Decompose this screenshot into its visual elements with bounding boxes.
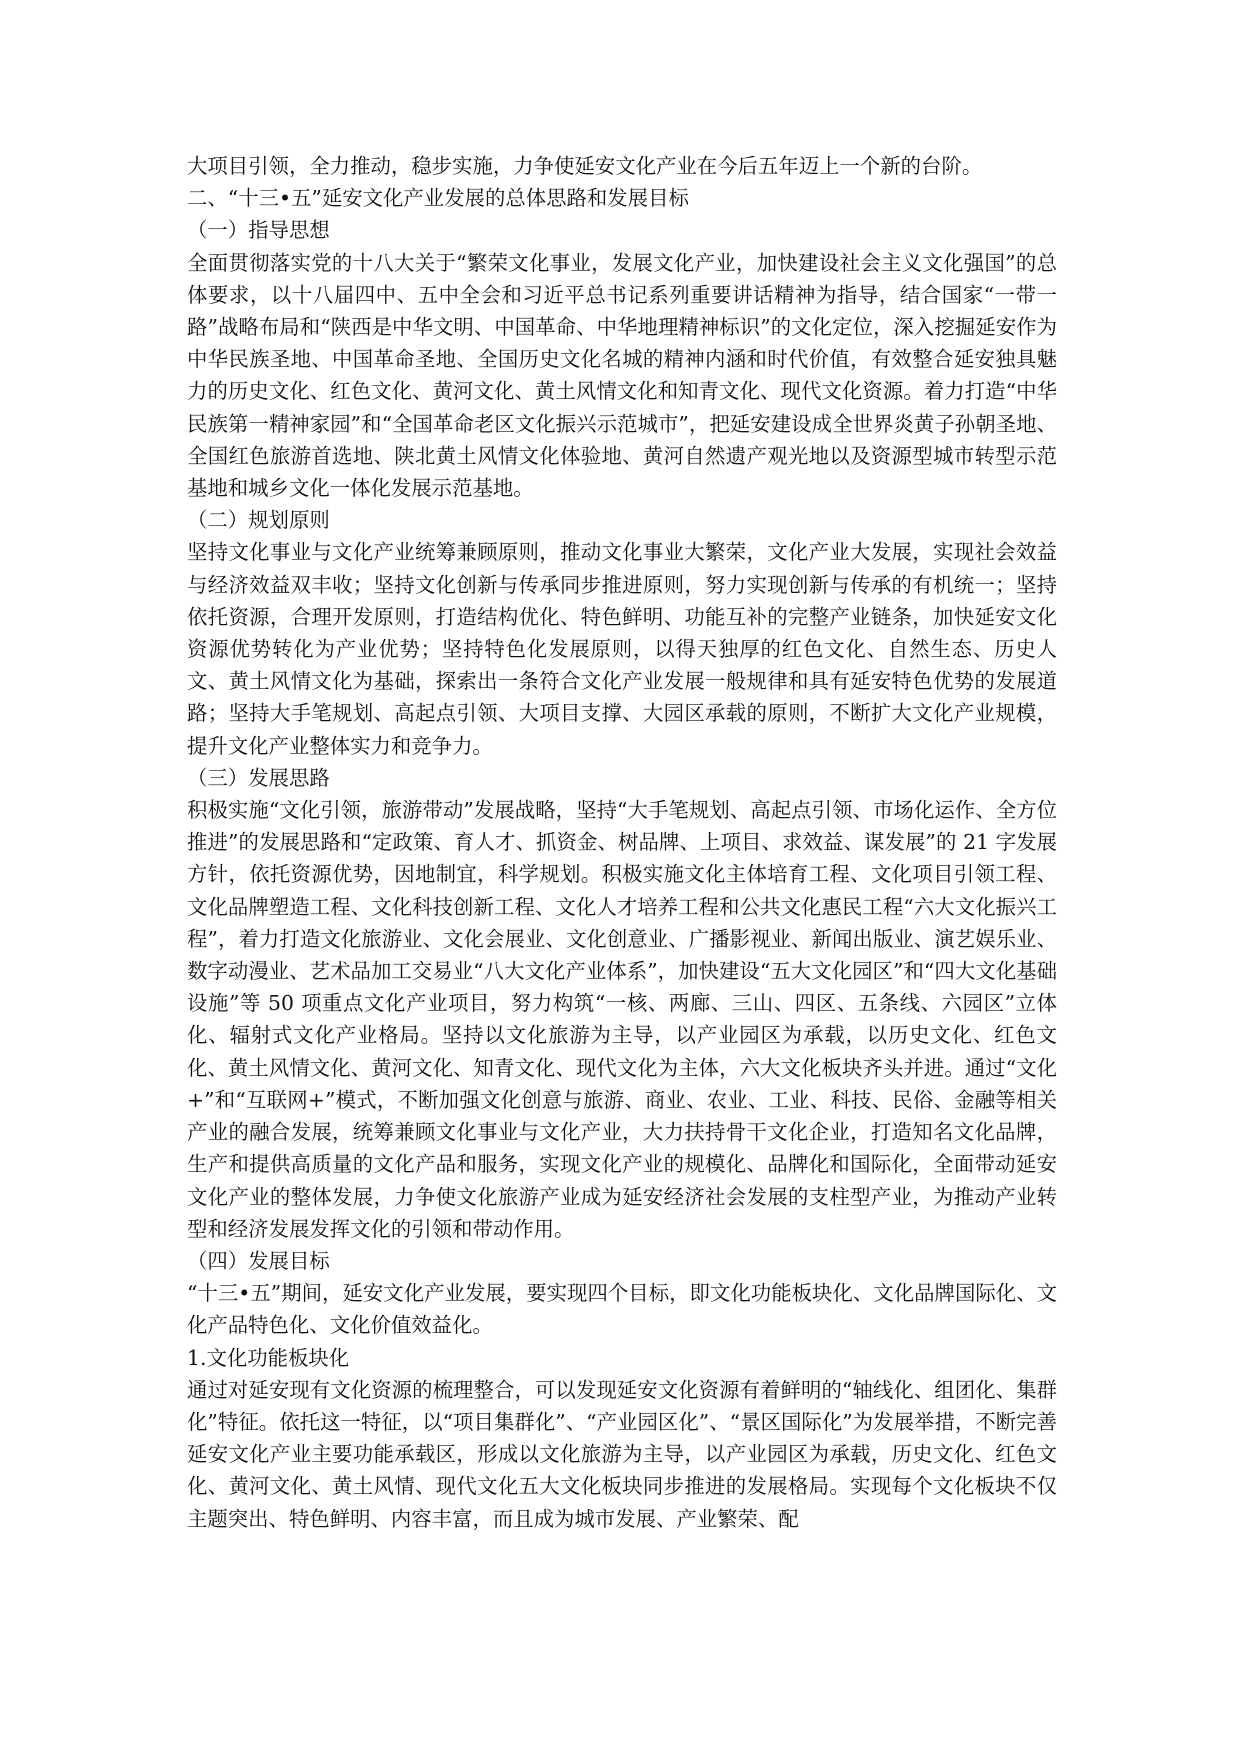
section-2-heading: 二、“十三•五”延安文化产业发展的总体思路和发展目标 — [187, 186, 689, 211]
subsection-4-body: “十三•五”期间，延安文化产业发展，要实现四个目标，即文化功能板块化、文化品牌国际化、文化产品特色化、文化价值效益化。 — [187, 1281, 1057, 1338]
item-1-body: 通过对延安现有文化资源的梳理整合，可以发现延安文化资源有着鲜明的“轴线化、组团化、集群化”特征。依托这一特征，以“项目集群化”、“产业园区化”、“景区国际化”为发展举措，不断完善延安文化产业主要功能承载区，形成以文化旅游为主导，以产业园区为承载，历史文化、红色文化、黄河文化、黄土风情、现代文化五大文化板块同步推进的发展格局。实现每个文化板块不仅主题突出、特色鲜明、内容丰富，而且成为城市发展、产业繁荣、配 — [187, 1377, 1057, 1531]
intro-paragraph-tail: 大项目引领，全力推动，稳步实施，力争使延安文化产业在今后五年迈上一个新的台阶。 — [187, 154, 983, 178]
subsection-1-heading: （一）指导思想 — [187, 218, 330, 243]
subsection-4-heading: （四）发展目标 — [187, 1248, 330, 1273]
document-page — [187, 150, 1057, 1535]
subsection-3-body: 积极实施“文化引领，旅游带动”发展战略，坚持“大手笔规划、高起点引领、市场化运作、全方位推进”的发展思路和“定政策、育人才、抓资金、树品牌、上项目、求效益、谋发展”的 21 字发展方针，依托资源优势，因地制宜，科学规划。积极实施文化主体培育工程、文化项目引领工程、文化品牌塑造工程、文化科技创新工程、文化人才培养工程和公共文化惠民工程“六大文化振兴工程”，着力打造文化旅游业、文化会展业、文化创意业、广播影视业、新闻出版业、演艺娱乐业、数字动漫业、艺术品加工交易业“八大文化产业体系”，加快建设“五大文化园区”和“四大文化基础设施”等 50 项重点文化产业项目，努力构筑“一核、两廊、三山、四区、五条线、六园区”立体化、辐射式文化产业格局。坚持以文化旅游为主导，以产业园区为承载，以历史文化、红色文化、黄土风情文化、黄河文化、知青文化、现代文化为主体，六大文化板块齐头并进。通过“文化+”和“互联网+”模式，不断加强文化创意与旅游、商业、农业、工业、科技、民俗、金融等相关产业的融合发展，统筹兼顾文化事业与文化产业，大力扶持骨干文化企业，打造知名文化品牌，生产和提供高质量的文化产品和服务，实现文化产业的规模化、品牌化和国际化，全面带动延安文化产业的整体发展，力争使文化旅游产业成为延安经济社会发展的支柱型产业，为推动产业转型和经济发展发挥文化的引领和带动作用。 — [187, 798, 1057, 1241]
subsection-2-body: 坚持文化事业与文化产业统筹兼顾原则，推动文化事业大繁荣，文化产业大发展，实现社会效益与经济效益双丰收；坚持文化创新与传承同步推进原则，努力实现创新与传承的有机统一；坚持依托资源，合理开发原则，打造结构优化、特色鲜明、功能互补的完整产业链条，加快延安文化资源优势转化为产业优势；坚持特色化发展原则，以得天独厚的红色文化、自然生态、历史人文、黄土风情文化为基础，探索出一条符合文化产业发展一般规律和具有延安特色优势的发展道路；坚持大手笔规划、高起点引领、大项目支撑、大园区承载的原则，不断扩大文化产业规模，提升文化产业整体实力和竞争力。 — [187, 540, 1057, 758]
subsection-3-heading: （三）发展思路 — [187, 765, 330, 790]
item-1-heading: 1.文化功能板块化 — [187, 1345, 350, 1370]
subsection-2-heading: （二）规划原则 — [187, 508, 330, 533]
subsection-1-body: 全面贯彻落实党的十八大关于“繁荣文化事业，发展文化产业，加快建设社会主义文化强国”的总体要求，以十八届四中、五中全会和习近平总书记系列重要讲话精神为指导，结合国家“一带一路”战略布局和“陕西是中华文明、中国革命、中华地理精神标识”的文化定位，深入挖掘延安作为中华民族圣地、中国革命圣地、全国历史文化名城的精神内涵和时代价值，有效整合延安独具魅力的历史文化、红色文化、黄河文化、黄土风情文化和知青文化、现代文化资源。着力打造“中华民族第一精神家园”和“全国革命老区文化振兴示范城市”，把延安建设成全世界炎黄子孙朝圣地、全国红色旅游首选地、陕北黄土风情文化体验地、黄河自然遗产观光地以及资源型城市转型示范基地和城乡文化一体化发展示范基地。 — [187, 250, 1057, 501]
